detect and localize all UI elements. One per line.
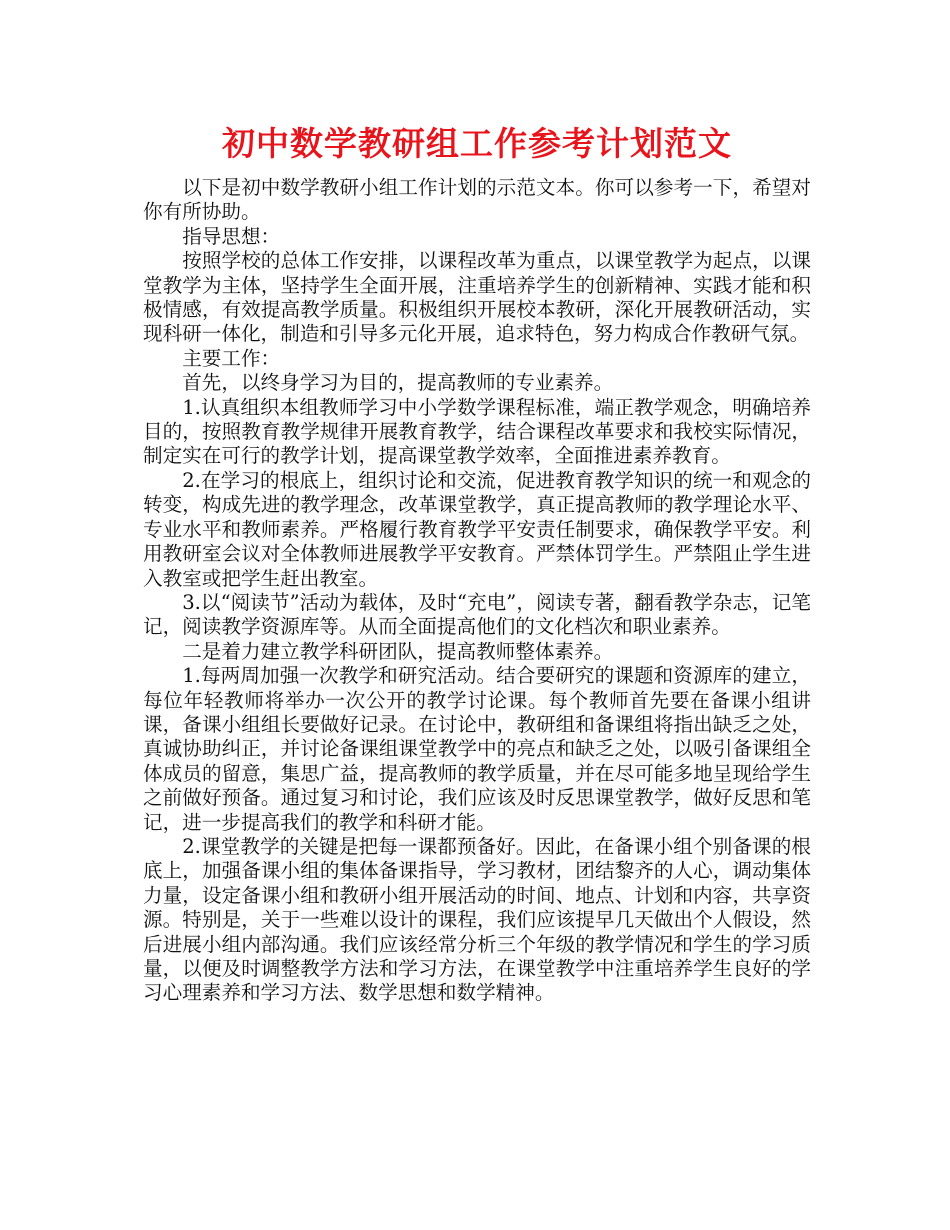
second-point-heading: 二是着力建立教学科研团队，提高教师整体素养。 [182,639,614,663]
document-title: 初中数学教研组工作参考计划范文 [222,124,732,163]
first-point-item-1: 1.认真组织本组教师学习中小学数学课程标准，端正教学观念，明确培养目的，按照教育教学规律开展教育教学，结合课程改革要求和我校实际情况，制定实在可行的教学计划，提高课堂教学效率，全面推进素养教育。 [143,395,811,468]
second-point-item-2: 2.课堂教学的关键是把每一课都预备好。因此，在备课小组个别备课的根底上，加强备课小组的集体备课指导，学习教材，团结黎齐的人心，调动集体力量，设定备课小组和教研小组开展活动的时间、地点、计划和内容，共享资源。特别是，关于一些难以设计的课程，我们应该提早几天做出个人假设，然后进展小组内部沟通。我们应该经常分析三个年级的教学情况和学生的学习质量，以便及时调整教学方法和学习方法，在课堂教学中注重培养学生良好的学习心理素养和学习方法、数学思想和数学精神。 [143,834,811,1005]
guiding-thought-paragraph: 按照学校的总体工作安排，以课程改革为重点，以课堂教学为起点，以课堂教学为主体，坚持学生全面开展，注重培养学生的创新精神、实践才能和积极情感，有效提高教学质量。积极组织开展校本教研，深化开展教研活动，实现科研一体化，制造和引导多元化开展，追求特色，努力构成合作教研气氛。 [143,249,811,346]
document-page [143,118,811,1006]
first-point-item-2: 2.在学习的根底上，组织讨论和交流，促进教育教学知识的统一和观念的转变，构成先进的教学理念，改革课堂教学，真正提高教师的教学理论水平、专业水平和教师素养。严格履行教育教学平安责任制要求，确保教学平安。利用教研室会议对全体教师进展教学平安教育。严禁体罚学生。严禁阻止学生进入教室或把学生赶出教室。 [143,468,811,590]
first-point-item-3: 3.以“阅读节”活动为载体，及时“充电”，阅读专著，翻看教学杂志，记笔记，阅读教学资源库等。从而全面提高他们的文化档次和职业素养。 [143,590,811,639]
intro-paragraph: 以下是初中数学教研小组工作计划的示范文本。你可以参考一下，希望对你有所协助。 [143,176,811,224]
section-heading-main-work: 主要工作： [182,346,281,370]
section-heading-guiding-thought: 指导思想： [182,224,281,248]
second-point-item-1: 1.每两周加强一次教学和研究活动。结合要研究的课题和资源库的建立，每位年轻教师将举办一次公开的教学讨论课。每个教师首先要在备课小组讲课，备课小组组长要做好记录。在讨论中，教研组和备课组将指出缺乏之处，真诚协助纠正，并讨论备课组课堂教学中的亮点和缺乏之处，以吸引备课组全体成员的留意，集思广益，提高教师的教学质量，并在尽可能多地呈现给学生之前做好预备。通过复习和讨论，我们应该及时反思课堂教学，做好反思和笔记，进一步提高我们的教学和科研才能。 [143,664,811,834]
first-point-heading: 首先，以终身学习为目的，提高教师的专业素养。 [182,371,614,395]
document-body [143,176,811,1006]
